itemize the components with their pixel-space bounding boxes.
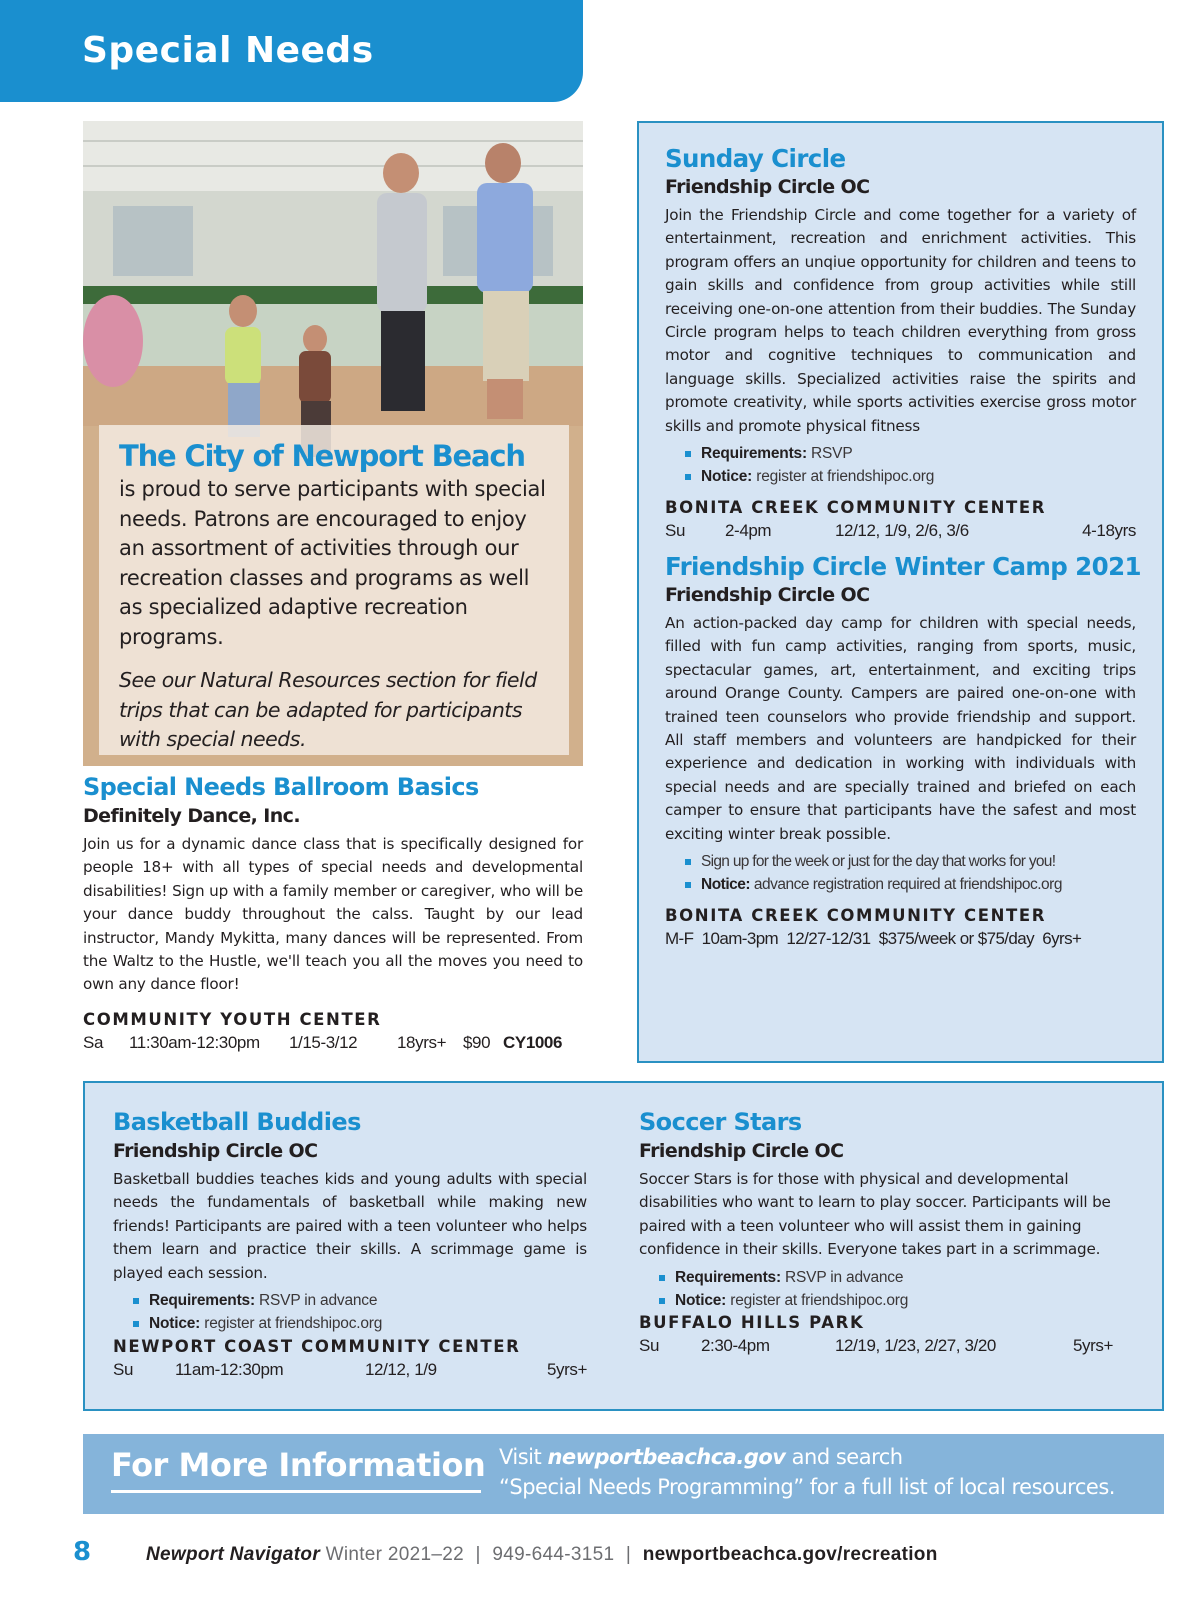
winter-camp-schedule [665,927,1136,951]
list-item [133,1312,587,1335]
winter-camp-title: Friendship Circle Winter Camp 2021 [665,551,1141,581]
bullet-value: advance registration required at friendshipoc.org [753,876,1062,894]
list-item [685,873,1136,896]
footer-separator: | [625,1544,632,1565]
sports-programs-box [83,1081,1164,1411]
info-prefix: Visit [499,1445,548,1469]
bullet-label: Notice: [701,876,751,894]
ballroom-schedule [83,1031,583,1055]
sunday-circle-title: Sunday Circle [665,144,846,173]
schedule-dates: 12/12, 1/9, 2/6, 3/6 [835,520,969,540]
footer-url[interactable]: newportbeachca.gov/recreation [642,1544,938,1565]
list-item [659,1266,1113,1289]
schedule-dates: 1/15-3/12 [289,1032,358,1052]
website-link[interactable]: newportbeachca.gov [547,1445,786,1469]
ballroom-org: Definitely Dance, Inc. [83,805,300,827]
schedule-time: 2:30-4pm [701,1336,770,1356]
soccer-stars-article [639,1107,1113,1358]
bullet-value: Sign up for the week or just for the day that works for you! [701,852,1056,870]
schedule-dates: 12/12, 1/9 [365,1359,437,1379]
bullet-value: register at friendshipoc.org [730,1292,909,1310]
schedule-day: Su [665,520,685,540]
sunday-circle-org: Friendship Circle OC [665,176,870,198]
schedule-age: 4-18yrs [1082,520,1136,540]
friendship-circle-box [637,121,1164,1063]
page-number: 8 [73,1537,92,1567]
list-item [685,442,1136,465]
bullet-label: Notice: [701,468,753,486]
bullet-value: register at friendshipoc.org [204,1315,383,1333]
winter-camp-location: BONITA CREEK COMMUNITY CENTER [665,905,1047,925]
sunday-circle-description: Join the Friendship Circle and come together for a variety of entertainment, recreation and enrichment activities. This program offers an unqiue opportunity for children and teens to gain skills and confidence from group activities while still receiving one-on-one attention from their buddies. The Sunday Circle program helps to teach children everything from gross motor and cognitive techniques to communication and language skills. Specialized activities raise the spirits and promote creativity, while sports activities exercise gross motor skills and promote physical fitness [665,206,1136,435]
basketball-bullets [113,1289,587,1336]
winter-camp-org: Friendship Circle OC [665,583,870,606]
schedule-age: 5yrs+ [546,1359,587,1379]
info-suffix: and search [785,1445,903,1469]
basketball-location: NEWPORT COAST COMMUNITY CENTER [113,1336,521,1356]
ballroom-basics-article [83,772,583,1055]
more-info-line1 [499,1442,1115,1472]
soccer-location: BUFFALO HILLS PARK [639,1313,865,1333]
bullet-label: Requirements: [149,1292,255,1310]
basketball-description: Basketball buddies teaches kids and young adults with special needs the fundamentals of basketball while making new friends! Participants are paired with a teen volunteer who helps them learn and practice their skills. A scrimmage game is played each session. [113,1170,587,1282]
schedule-time: 11:30am-12:30pm [129,1032,260,1052]
section-header-tab [0,0,583,102]
bullet-value: RSVP in advance [259,1292,378,1310]
more-info-heading: For More Information [111,1446,486,1484]
sunday-circle-bullets [665,442,1136,489]
basketball-schedule [113,1358,587,1382]
more-info-bar [83,1434,1164,1514]
bullet-label: Requirements: [675,1268,781,1286]
soccer-org: Friendship Circle OC [639,1140,844,1162]
bullet-value: register at friendshipoc.org [756,468,935,486]
bullet-value: RSVP [811,445,853,463]
list-item [685,465,1136,488]
publication-name: Newport Navigator [146,1544,321,1565]
soccer-title: Soccer Stars [639,1108,802,1136]
sunday-circle-location: BONITA CREEK COMMUNITY CENTER [665,497,1047,517]
footer-separator: | [475,1544,481,1565]
overlay-heading: The City of Newport Beach [119,439,525,473]
ballroom-title: Special Needs Ballroom Basics [83,773,479,801]
more-info-line2: “Special Needs Programming” for a full list of local resources. [499,1475,1115,1499]
schedule-age: 18yrs+ [397,1032,447,1052]
publication-season: Winter 2021–22 [325,1544,464,1565]
schedule-day: Su [639,1336,659,1356]
more-info-text [499,1442,1115,1502]
schedule-age: 5yrs+ [1072,1336,1113,1356]
basketball-title: Basketball Buddies [113,1108,361,1136]
soccer-description: Soccer Stars is for those with physical and developmental disabilities who want to learn to play soccer. Participants will be paired with a teen volunteer who will assist them in gaining confidence in their skills. Everyone takes part in a scrimmage. [639,1170,1111,1259]
overlay-note: See our Natural Resources section for field trips that can be adapted for participants with special needs. [119,668,537,751]
schedule-time: 2-4pm [725,520,772,540]
list-item [659,1289,1113,1312]
basketball-buddies-article [113,1107,587,1382]
winter-camp-description: An action-packed day camp for children with special needs, filled with fun camp activities, ranging from sports, music, spectacular games, art, entertainment, and exciting trips around Orange County. Campers are paired one-on-one with trained teen counselors who provide friendship and support. All staff members and volunteers are handpicked for their experience and dedication in working with individuals with special needs and are specially trained and briefed on each camper to ensure that participants have the safest and most exciting winter break possible. [665,613,1136,843]
overlay-body: is proud to serve participants with special needs. Patrons are encouraged to enjoy an assortment of activities through our recreation classes and programs as well as specialized adaptive recreation programs. [119,477,546,649]
list-item [133,1289,587,1312]
footer [146,1544,938,1566]
footer-phone: 949-644-3151 [492,1544,615,1565]
bullet-label: Notice: [675,1292,727,1310]
schedule-fee: $90 [463,1032,491,1052]
bullet-label: Requirements: [701,445,807,463]
schedule-line: M-F 10am-3pm 12/27-12/31 $375/week or $75/day 6yrs+ [665,928,1082,948]
dance-photo [83,121,583,766]
soccer-bullets [639,1266,1113,1313]
schedule-day: Su [113,1359,133,1379]
bullet-value: RSVP in advance [785,1268,904,1286]
schedule-day: Sa [83,1032,103,1052]
bullet-label: Notice: [149,1315,201,1333]
schedule-dates: 12/19, 1/23, 2/27, 3/20 [835,1336,996,1356]
list-item [685,850,1136,873]
more-info-underline [111,1490,481,1493]
ballroom-location: COMMUNITY YOUTH CENTER [83,1009,382,1029]
basketball-org: Friendship Circle OC [113,1140,318,1162]
soccer-schedule [639,1334,1113,1358]
section-title: Special Needs [82,30,374,71]
sunday-circle-schedule [665,519,1136,543]
winter-camp-bullets [665,850,1136,897]
ballroom-description: Join us for a dynamic dance class that is specifically designed for people 18+ with all types of special needs and developmental disabilities! Sign up with a family member or caregiver, who will be your dance buddy throughout the calss. Taught by our lead instructor, Mandy Mykitta, many dances will be represented. From the Waltz to the Hustle, we'll teach you all the moves you need to own any dance floor! [83,835,583,994]
photo-caption-overlay [99,425,569,755]
schedule-time: 11am-12:30pm [175,1359,284,1379]
schedule-code: CY1006 [503,1032,563,1052]
